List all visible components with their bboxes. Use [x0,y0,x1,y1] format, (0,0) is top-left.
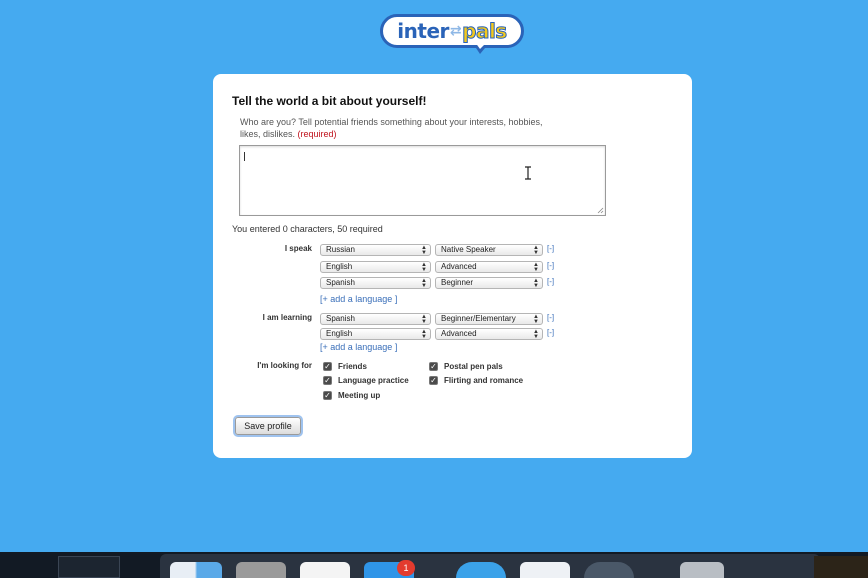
bio-textarea[interactable] [239,145,606,216]
speak-label: I speak [284,244,312,253]
speak-level-select[interactable] [435,244,543,256]
select-arrows-icon: ▲ ▼ [533,245,539,256]
finder-icon[interactable] [170,562,222,578]
speak-language-select[interactable] [320,244,431,256]
learning-label: I am learning [262,313,312,322]
select-arrows-icon: ▲ ▼ [533,314,539,325]
safari-icon[interactable] [300,562,350,578]
notification-badge: 1 [397,560,415,576]
logo-part-2: pals [462,19,507,43]
save-profile-button[interactable]: Save profile [235,417,301,435]
checkbox-friends[interactable] [323,362,367,371]
dock-window-thumbnail[interactable] [814,556,868,578]
character-count: You entered 0 characters, 50 required [232,224,383,234]
add-speak-language-link[interactable]: [+ add a language ] [320,294,398,304]
app-icon[interactable] [584,562,634,578]
bio-hint [240,116,550,140]
learning-level-select[interactable] [435,313,543,325]
speak-level-value: Native Speaker [441,245,496,254]
checkbox-label: Friends [338,362,367,371]
checkbox-checked-icon[interactable]: ✓ [430,362,437,371]
speak-level-select[interactable] [435,261,543,273]
select-arrows-icon: ▲ ▼ [421,278,427,289]
logo-arrows-icon: ⇄ [449,23,462,39]
bio-hint-text: Who are you? Tell potential friends something about your interests, hobbies, likes, dislikes. [240,117,543,139]
interpals-logo[interactable] [380,14,524,54]
learning-language-value: Spanish [326,314,355,323]
select-arrows-icon: ▲ ▼ [533,329,539,340]
logo-text [388,17,516,45]
learning-language-value: English [326,329,353,338]
checkbox-label: Flirting and romance [444,376,524,385]
learning-level-value: Advanced [441,329,477,338]
trash-icon[interactable] [680,562,724,578]
checkbox-meeting-up[interactable] [323,391,380,400]
launchpad-icon[interactable] [236,562,286,578]
checkbox-label: Meeting up [338,391,381,400]
profile-heading: Tell the world a bit about yourself! [232,94,427,108]
select-arrows-icon: ▲ ▼ [533,278,539,289]
resize-grip-icon[interactable] [597,207,604,214]
speak-level-value: Advanced [441,262,477,271]
add-learning-language-link[interactable]: [+ add a language ] [320,342,398,352]
learning-level-select[interactable] [435,328,543,340]
checkbox-postal-pen-pals[interactable] [429,362,503,371]
select-arrows-icon: ▲ ▼ [421,262,427,273]
remove-language-link[interactable]: [-] [547,313,555,322]
dock-window-thumbnail[interactable] [58,556,120,578]
checkbox-checked-icon[interactable]: ✓ [324,391,331,400]
select-arrows-icon: ▲ ▼ [421,329,427,340]
required-label: (required) [297,129,337,139]
select-arrows-icon: ▲ ▼ [533,262,539,273]
speak-language-value: Russian [326,245,355,254]
checkbox-label: Language practice [338,376,409,385]
speak-level-select[interactable] [435,277,543,289]
logo-part-1: inter [397,19,449,43]
profile-card [213,74,692,458]
contacts-icon[interactable] [520,562,570,578]
remove-language-link[interactable]: [-] [547,277,555,286]
looking-for-label: I'm looking for [257,361,312,370]
remove-language-link[interactable]: [-] [547,328,555,337]
speak-language-select[interactable] [320,261,431,273]
select-arrows-icon: ▲ ▼ [421,314,427,325]
select-arrows-icon: ▲ ▼ [421,245,427,256]
speak-level-value: Beginner [441,278,474,287]
learning-level-value: Beginner/Elementary [441,314,516,323]
remove-language-link[interactable]: [-] [547,261,555,270]
speak-language-select[interactable] [320,277,431,289]
learning-language-select[interactable] [320,328,431,340]
checkbox-checked-icon[interactable]: ✓ [324,376,331,385]
speak-language-value: Spanish [326,278,355,287]
speak-language-value: English [326,262,353,271]
ibeam-cursor-icon [524,166,532,180]
checkbox-checked-icon[interactable]: ✓ [324,362,331,371]
checkbox-flirting-romance[interactable] [429,376,523,385]
remove-language-link[interactable]: [-] [547,244,555,253]
text-caret [244,152,245,161]
checkbox-language-practice[interactable] [323,376,409,385]
telegram-icon[interactable] [456,562,506,578]
checkbox-label: Postal pen pals [444,362,503,371]
learning-language-select[interactable] [320,313,431,325]
checkbox-checked-icon[interactable]: ✓ [430,376,437,385]
